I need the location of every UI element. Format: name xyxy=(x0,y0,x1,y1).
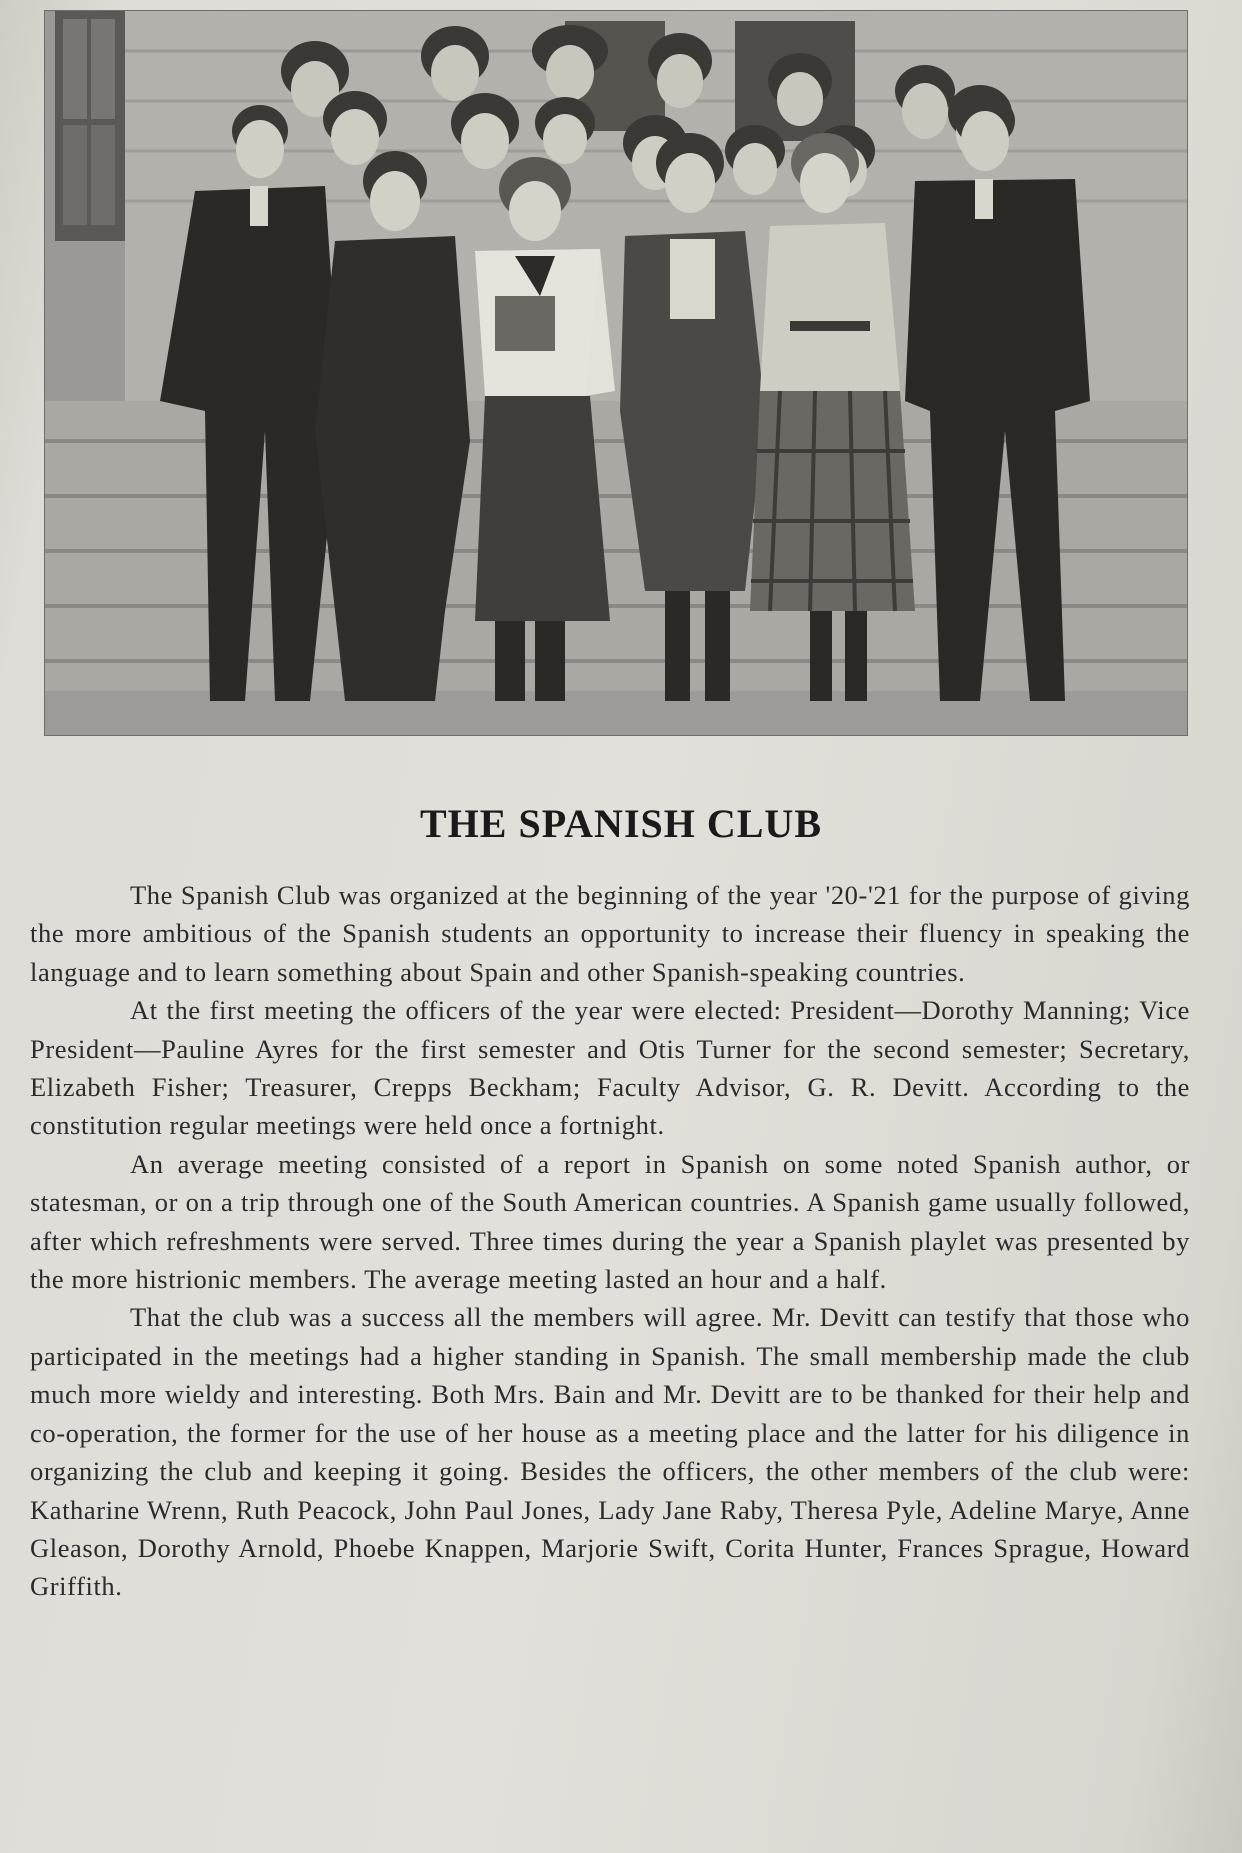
club-group-photo xyxy=(44,10,1188,736)
group-photo-icon xyxy=(45,11,1187,735)
paragraph: At the first meeting the officers of the year were elected: President—Dorothy Manning; Vice President—Pauline Ayres for the first semester and Otis Turner for the second semester; Secretary, Elizabeth Fisher; Treasurer, Crepps Beckham; Faculty Advisor, G. R. Devitt. According to the constitution regular meetings were held once a fortnight. xyxy=(30,995,1190,1141)
paragraph: That the club was a success all the members will agree. Mr. Devitt can testify that those who participated in the meetings had a higher standing in Spanish. The small membership made the club much more wieldy and interesting. Both Mrs. Bain and Mr. Devitt are to be thanked for their help and co-operation, the former for the use of her house as a meeting place and the latter for his diligence in organizing the club and keeping it going. Besides the officers, the other members of the club were: Katharine Wrenn, Ruth Peacock, John Paul Jones, Lady Jane Raby, Theresa Pyle, Adeline Marye, Anne Gleason, Dorothy Arnold, Phoebe Knappen, Marjorie Swift, Corita Hunter, Frances Sprague, Howard Griffith. xyxy=(30,1302,1190,1602)
paragraph: The Spanish Club was organized at the beginning of the year '20-'21 for the purpose of giving the more ambitious of the Spanish students an opportunity to increase their fluency in speaking the language and to learn something about Spain and other Spanish-speaking countries. xyxy=(30,880,1190,987)
paragraph: An average meeting consisted of a report in Spanish on some noted Spanish author, or statesman, or on a trip through one of the South American countries. A Spanish game usually followed, after which refreshments were served. Three times during the year a Spanish playlet was presented by the more histrionic members. The average meeting lasted an hour and a half. xyxy=(30,1148,1190,1295)
article-body xyxy=(30,876,1190,1606)
article-title: THE SPANISH CLUB xyxy=(419,801,822,846)
